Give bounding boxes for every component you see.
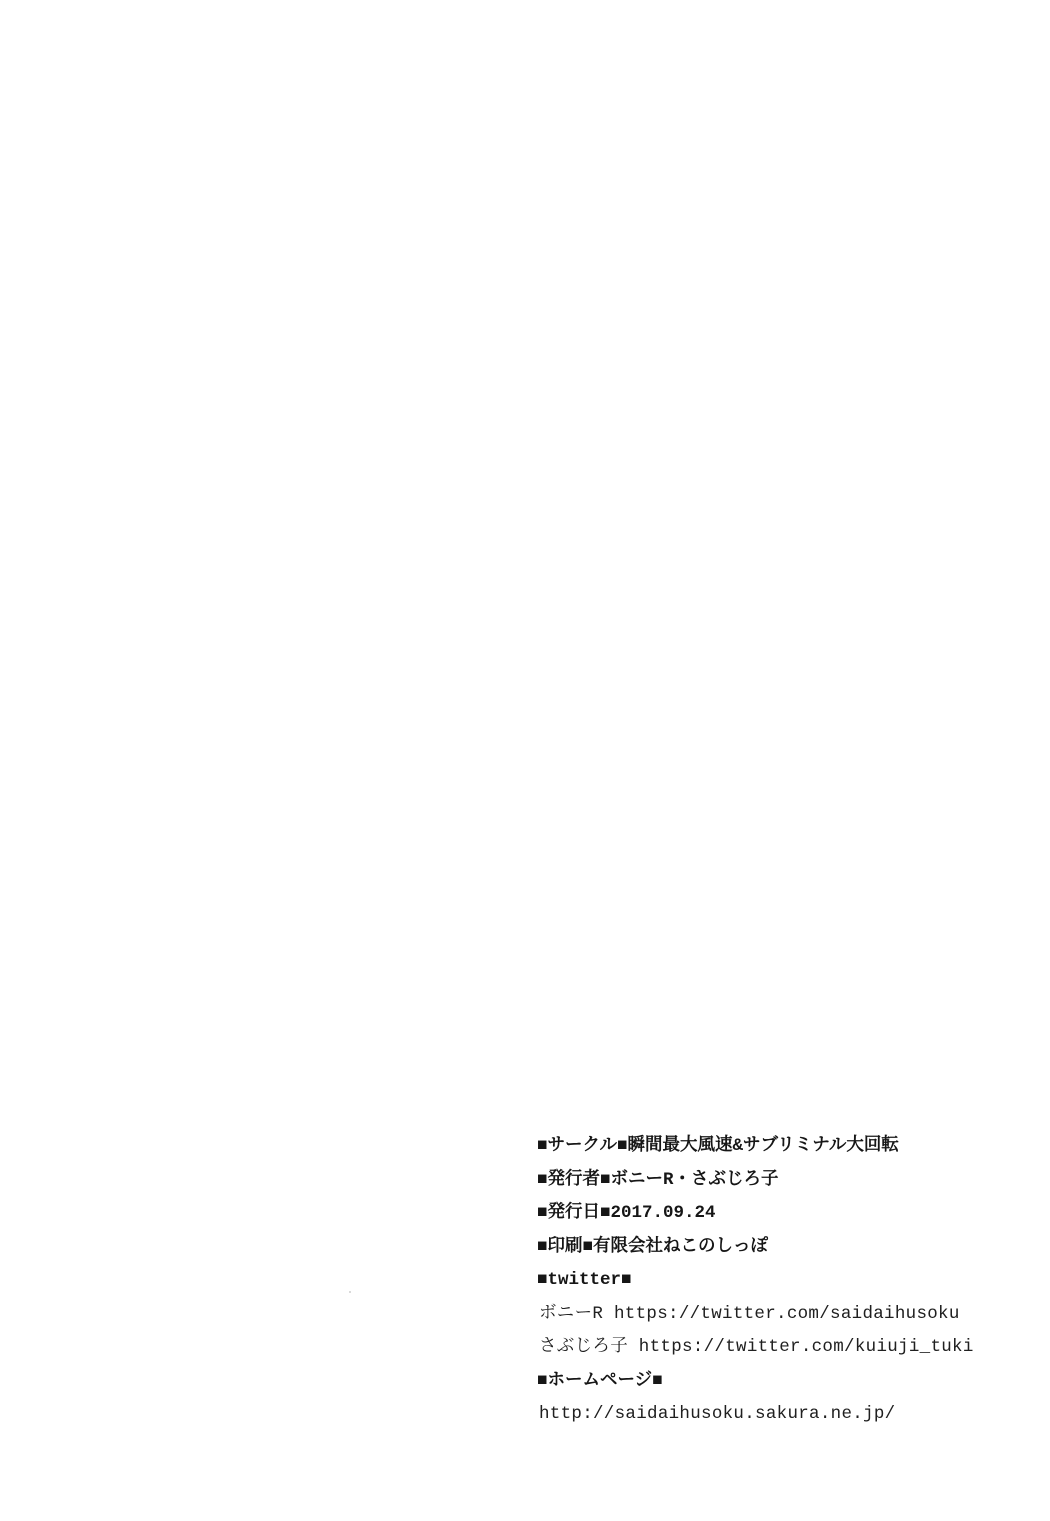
colophon-line-printing: ■印刷■有限会社ねこのしっぽ: [537, 1236, 769, 1257]
colophon-line-publish-date: ■発行日■2017.09.24: [537, 1203, 716, 1223]
colophon-line-homepage-url: http://saidaihusoku.sakura.ne.jp/: [539, 1404, 896, 1424]
colophon-line-twitter-sabujiroko: さぶじろ子 https://twitter.com/kuiuji_tuki: [539, 1337, 974, 1357]
colophon-line-homepage-heading: ■ホームページ■: [537, 1370, 663, 1391]
colophon-block: [537, 1130, 1007, 1432]
colophon-line-publisher: ■発行者■ボニーR・さぶじろ子: [537, 1169, 779, 1190]
colophon-line-twitter-bonnie: ボニーR https://twitter.com/saidaihusoku: [539, 1303, 960, 1324]
colophon-line-circle: ■サークル■瞬間最大風速&サブリミナル大回転: [537, 1136, 899, 1156]
colophon-line-twitter-heading: ■twitter■: [537, 1270, 632, 1290]
page-speck: [349, 1291, 351, 1293]
